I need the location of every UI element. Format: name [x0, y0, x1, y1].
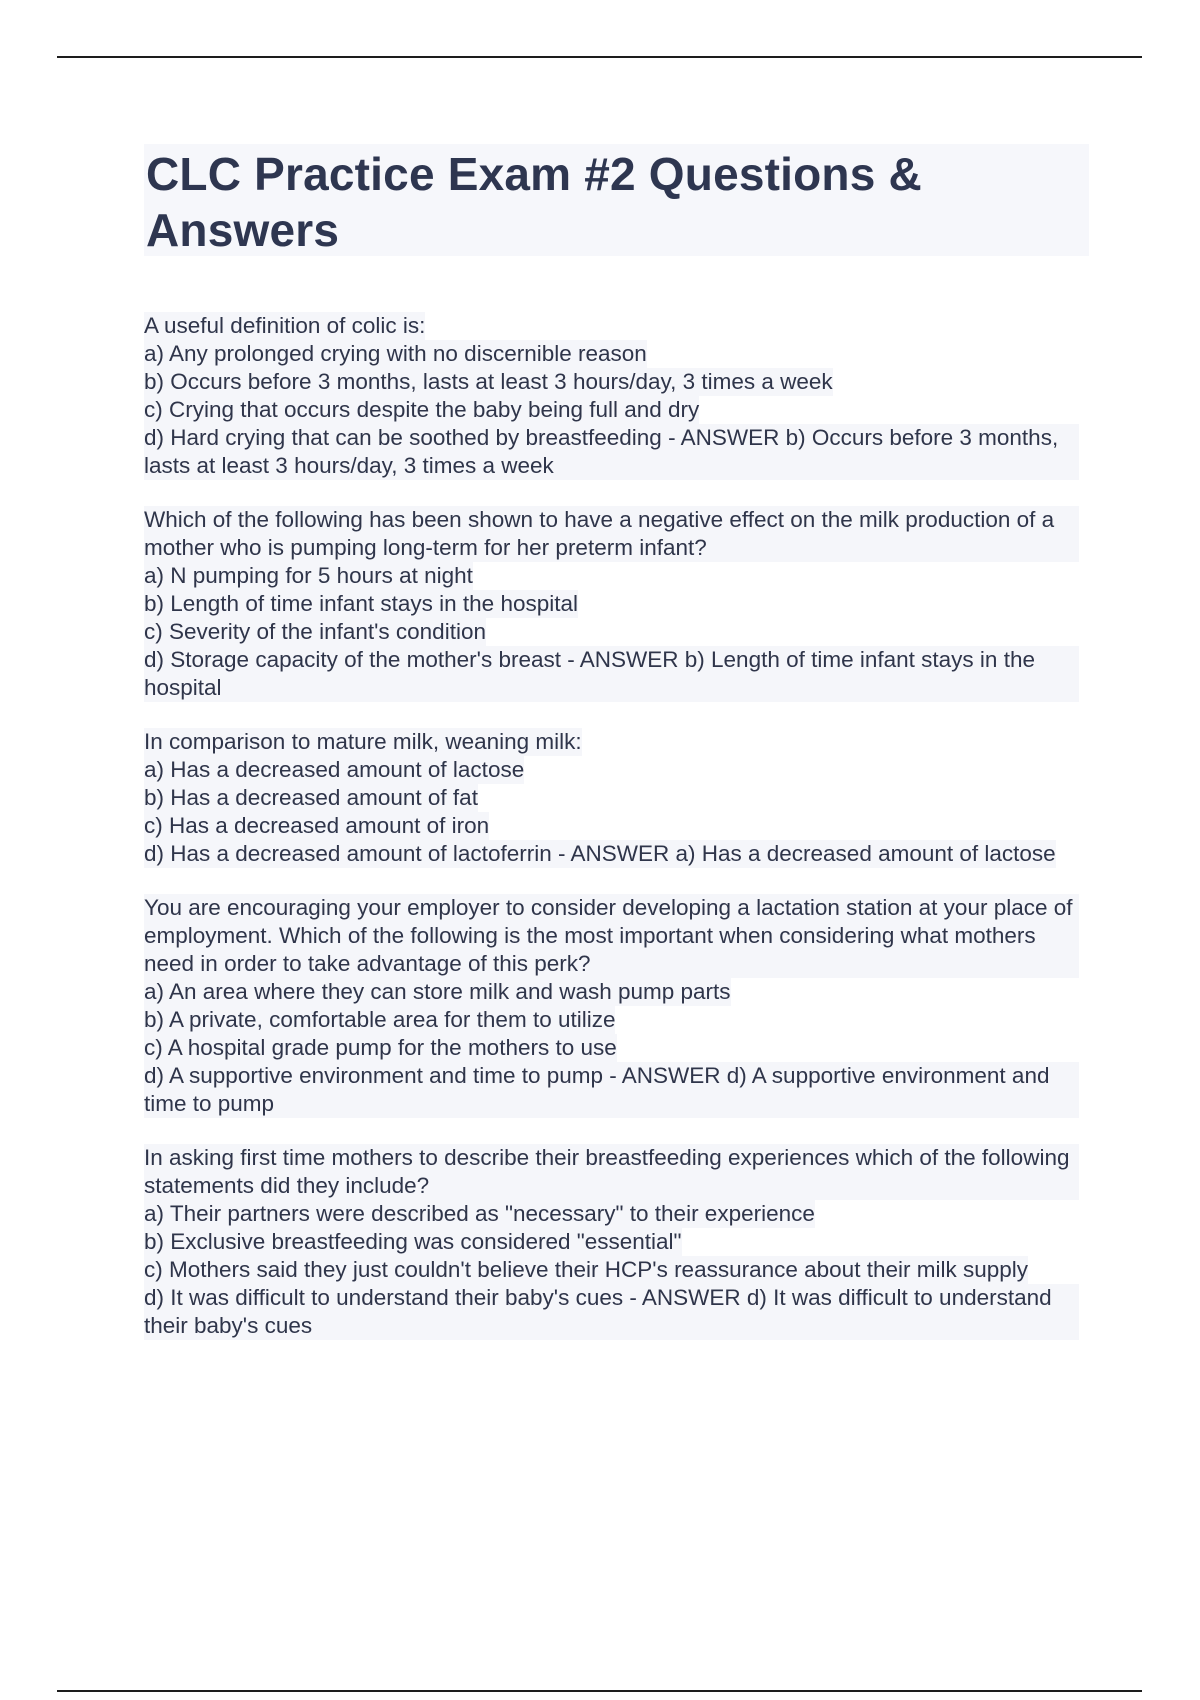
question-block-5 [144, 1144, 1089, 1340]
page-title: CLC Practice Exam #2 Questions & Answers [146, 148, 922, 256]
answer-option: c) A hospital grade pump for the mothers to use [144, 1035, 617, 1060]
answer-option: a) Their partners were described as "necessary" to their experience [144, 1201, 815, 1226]
answer-option-with-answer: d) Storage capacity of the mother's breast - ANSWER b) Length of time infant stays in the hospital [144, 646, 1079, 702]
answer-option: c) Crying that occurs despite the baby being full and dry [144, 397, 700, 422]
top-rule [57, 56, 1142, 58]
question-stem: You are encouraging your employer to consider developing a lactation station at your place of employment. Which of the following is the most important when considering what mothers need in order to take advantage of this perk? [144, 894, 1079, 978]
qa-content [144, 312, 1089, 1366]
question-stem: In asking first time mothers to describe their breastfeeding experiences which of the following statements did they include? [144, 1144, 1079, 1200]
answer-option-with-answer: d) A supportive environment and time to pump - ANSWER d) A supportive environment and time to pump [144, 1062, 1079, 1118]
answer-option: b) Exclusive breastfeeding was considered "essential" [144, 1229, 682, 1254]
answer-option-with-answer: d) Has a decreased amount of lactoferrin - ANSWER a) Has a decreased amount of lactose [144, 841, 1056, 866]
answer-option: c) Has a decreased amount of iron [144, 813, 490, 838]
answer-option: a) Has a decreased amount of lactose [144, 757, 525, 782]
title-block [144, 144, 1089, 256]
answer-option: a) An area where they can store milk and wash pump parts [144, 979, 731, 1004]
answer-option: c) Mothers said they just couldn't believe their HCP's reassurance about their milk supply [144, 1257, 1028, 1282]
bottom-rule [57, 1690, 1142, 1692]
question-block-2 [144, 506, 1089, 702]
answer-option: b) A private, comfortable area for them to utilize [144, 1007, 616, 1032]
question-stem: A useful definition of colic is: [144, 313, 426, 338]
answer-option: c) Severity of the infant's condition [144, 619, 486, 644]
answer-option: a) N pumping for 5 hours at night [144, 563, 473, 588]
answer-option: a) Any prolonged crying with no discernible reason [144, 341, 647, 366]
answer-option: b) Length of time infant stays in the hospital [144, 591, 579, 616]
answer-option: b) Has a decreased amount of fat [144, 785, 478, 810]
question-stem: In comparison to mature milk, weaning milk: [144, 729, 582, 754]
answer-option: b) Occurs before 3 months, lasts at least 3 hours/day, 3 times a week [144, 369, 833, 394]
question-block-3 [144, 728, 1089, 868]
question-block-1 [144, 312, 1089, 480]
answer-option-with-answer: d) It was difficult to understand their baby's cues - ANSWER d) It was difficult to understand their baby's cues [144, 1284, 1079, 1340]
answer-option-with-answer: d) Hard crying that can be soothed by breastfeeding - ANSWER b) Occurs before 3 months, lasts at least 3 hours/day, 3 times a week [144, 424, 1079, 480]
question-stem: Which of the following has been shown to have a negative effect on the milk production of a mother who is pumping long-term for her preterm infant? [144, 506, 1079, 562]
question-block-4 [144, 894, 1089, 1118]
